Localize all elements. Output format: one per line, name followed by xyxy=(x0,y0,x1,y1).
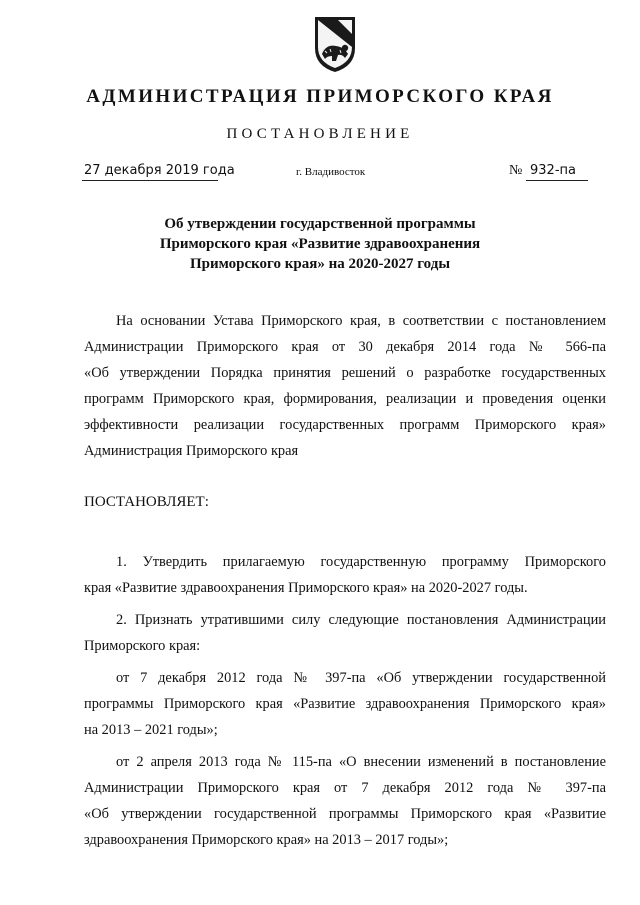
document-body xyxy=(84,549,606,853)
date-number-row xyxy=(0,163,640,185)
text-line: Администрации Приморского края от 7 декабря 2012 года № 397-па xyxy=(84,780,606,796)
document-type: ПОСТАНОВЛЕНИЕ xyxy=(226,126,414,142)
subject-line: Приморского края» на 2020-2027 годы xyxy=(189,256,451,272)
text-line: от 2 апреля 2013 года № 115-па «О внесении изменений в постановление xyxy=(116,754,606,770)
text-line: Администрации Приморского края от 30 декабря 2014 года № 566-па xyxy=(84,339,606,355)
subject-line: Об утверждении государственной программы xyxy=(164,216,476,232)
document-number: 932-па xyxy=(530,163,576,178)
item-1 xyxy=(84,549,606,601)
coat-of-arms-icon xyxy=(312,14,358,74)
document-subject xyxy=(0,214,640,274)
date-underline xyxy=(82,180,218,181)
number-underline xyxy=(526,180,588,181)
text-line: программ Приморского края, формирования, реализации и проведения оценки xyxy=(84,391,606,407)
document-date: 27 декабря 2019 года xyxy=(84,163,235,178)
text-line: от 7 декабря 2012 года № 397-па «Об утверждении государственной xyxy=(116,670,606,686)
text-line: края «Развитие здравоохранения Приморского края» на 2020-2027 годы. xyxy=(84,580,528,596)
text-line: На основании Устава Приморского края, в соответствии с постановлением xyxy=(116,313,606,329)
text-line: программы Приморского края «Развитие здравоохранения Приморского края» xyxy=(84,696,606,712)
organization-title: АДМИНИСТРАЦИЯ ПРИМОРСКОГО КРАЯ xyxy=(86,86,554,107)
text-line: Приморского края: xyxy=(84,638,201,654)
item-2 xyxy=(84,607,606,659)
text-line: 1. Утвердить прилагаемую государственную программу Приморского xyxy=(116,554,606,570)
text-line: 2. Признать утратившими силу следующие постановления Администрации xyxy=(116,612,606,628)
preamble-paragraph xyxy=(84,308,606,464)
repealed-act-2 xyxy=(84,749,606,853)
text-line: Администрация Приморского края xyxy=(84,443,299,459)
document-city: г. Владивосток xyxy=(296,166,366,178)
subject-line: Приморского края «Развитие здравоохранения xyxy=(159,236,481,252)
text-line: «Об утверждении Порядка принятия решений о разработке государственных xyxy=(84,365,606,381)
text-line: «Об утверждении государственной программы Приморского края «Развитие xyxy=(84,806,606,822)
text-line: эффективности реализации государственных программ Приморского края» xyxy=(84,417,606,433)
repealed-act-1 xyxy=(84,665,606,743)
number-sign: № xyxy=(509,163,523,178)
text-line: на 2013 – 2021 годы»; xyxy=(84,722,218,738)
text-line: здравоохранения Приморского края» на 2013 – 2017 годы»; xyxy=(84,832,449,848)
resolves-heading: ПОСТАНОВЛЯЕТ: xyxy=(84,494,209,510)
